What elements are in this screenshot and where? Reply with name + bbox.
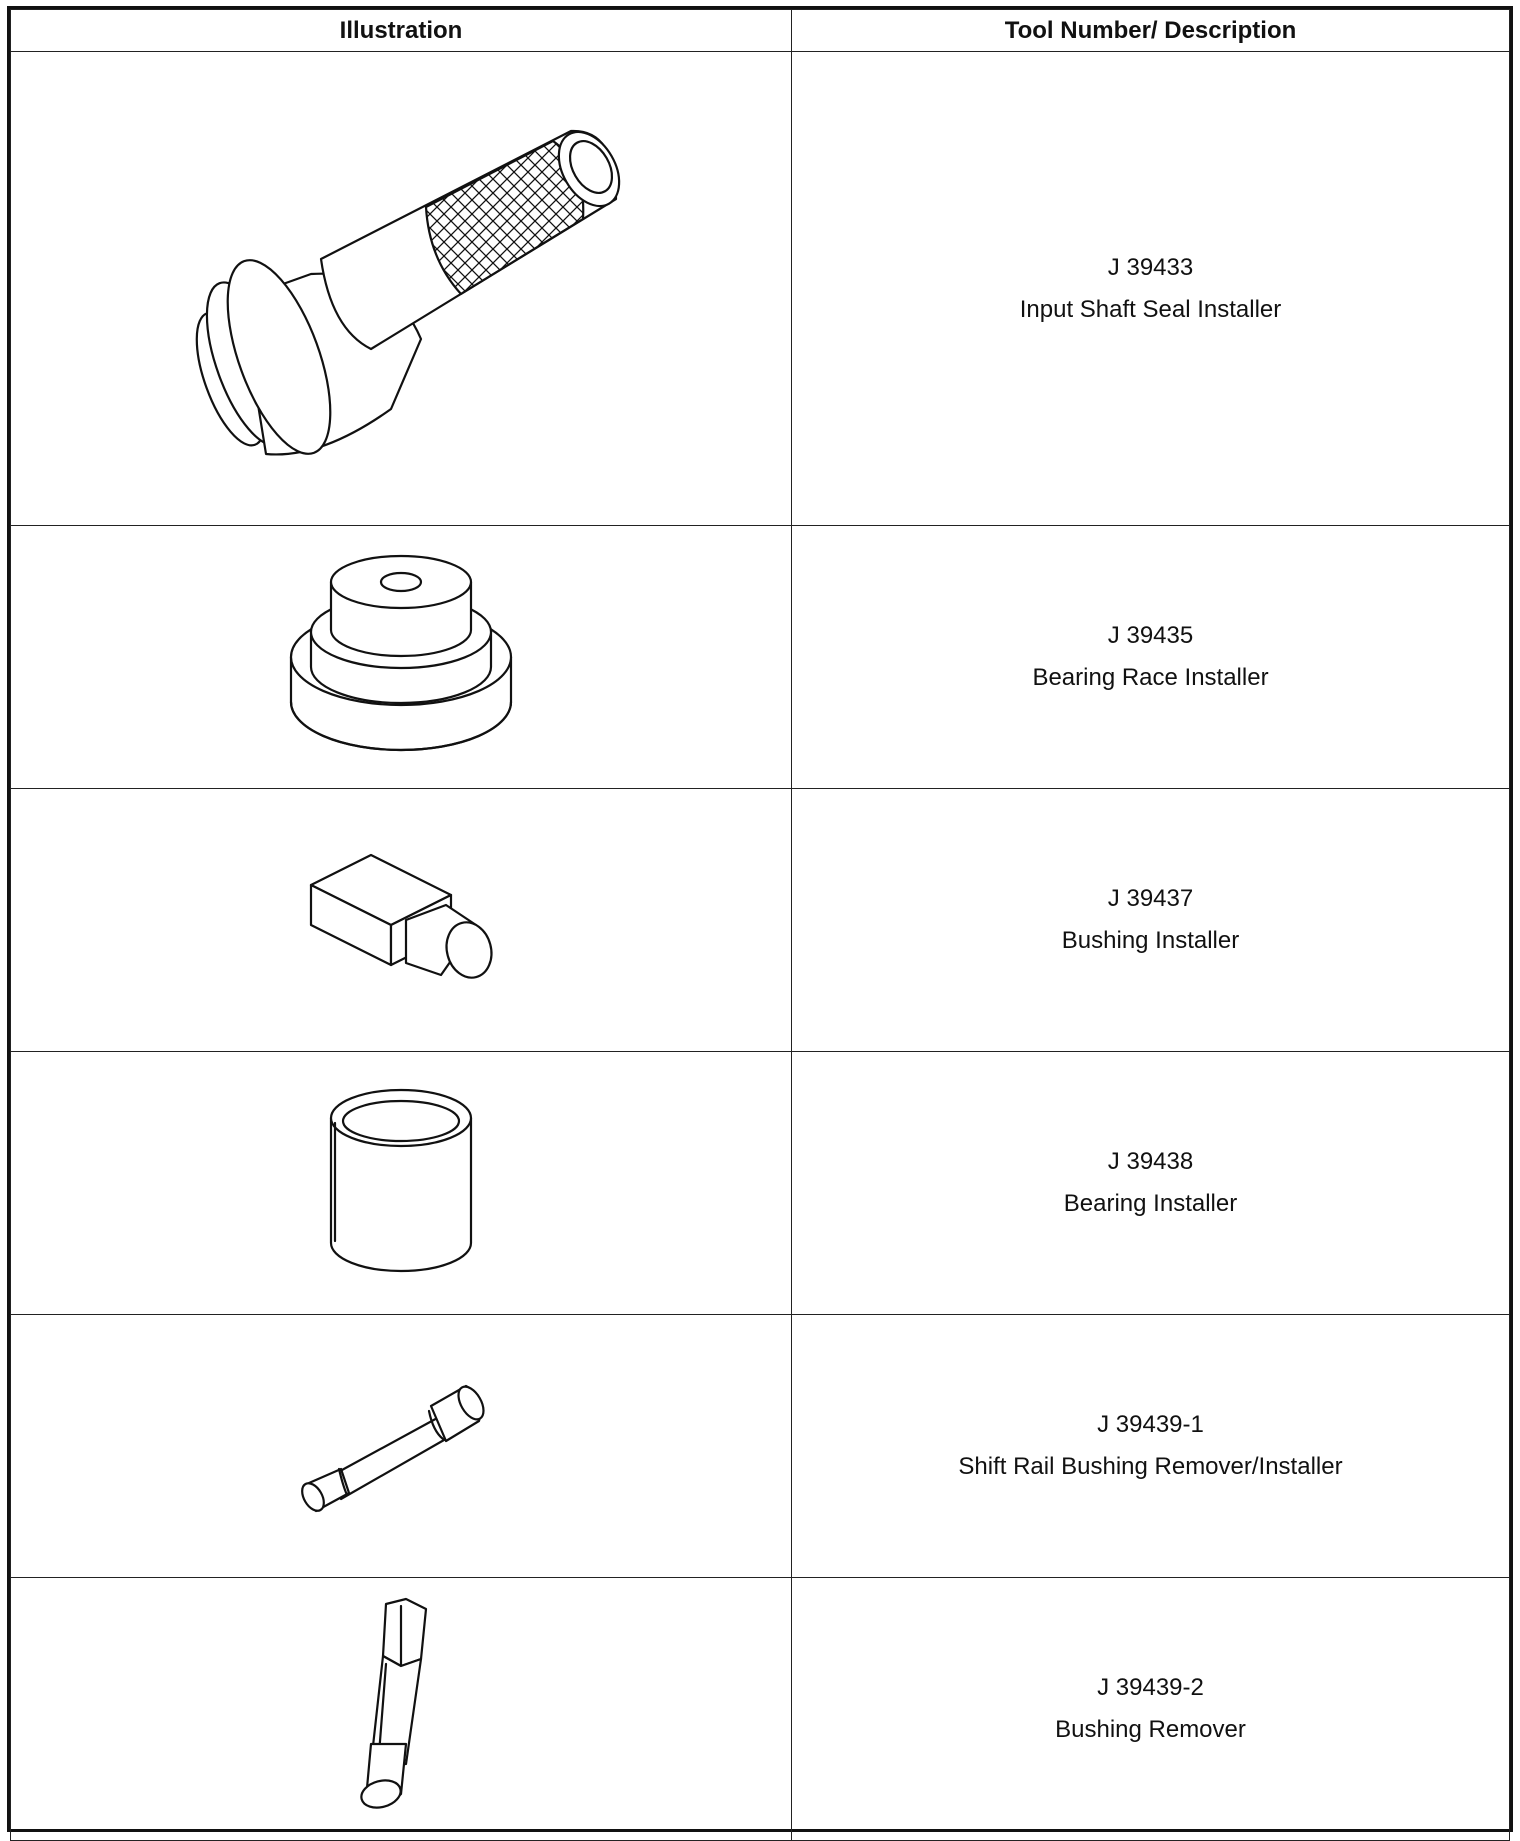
- header-illustration: Illustration: [11, 10, 792, 52]
- tool-description: Bushing Remover: [1055, 1716, 1246, 1743]
- special-tools-table-frame: [7, 6, 1513, 1832]
- tool-number: J 39437: [1107, 885, 1194, 912]
- table-row: [11, 789, 1510, 1052]
- table-row: [11, 526, 1510, 789]
- tool-description: Shift Rail Bushing Remover/Installer: [958, 1453, 1343, 1480]
- illustration-cell: [11, 526, 792, 789]
- tool-number: J 39435: [1107, 622, 1194, 649]
- tool-description: Bearing Race Installer: [1032, 664, 1269, 691]
- tool-description: Bearing Installer: [1063, 1190, 1238, 1217]
- header-row: [11, 10, 1510, 52]
- illustration-cell: [11, 52, 792, 526]
- illustration-cell: [11, 1578, 792, 1841]
- table-row: [11, 1052, 1510, 1315]
- table-row: [11, 1315, 1510, 1578]
- tool-number: J 39438: [1107, 1148, 1194, 1175]
- tool-description-cell: [792, 1052, 1510, 1315]
- tool-description-cell: [792, 52, 1510, 526]
- tool-number: J 39433: [1107, 253, 1194, 281]
- race-installer-icon: [281, 542, 521, 772]
- special-tools-table: [10, 9, 1510, 1841]
- tool-number: J 39439-2: [1097, 1674, 1204, 1701]
- bushing-remover-icon: [331, 1594, 471, 1824]
- table-row: [11, 52, 1510, 526]
- tool-description-cell: [792, 1578, 1510, 1841]
- seal-installer-icon: [171, 109, 631, 469]
- bearing-installer-icon: [321, 1083, 481, 1283]
- tool-description-cell: [792, 1315, 1510, 1578]
- tool-description: Bushing Installer: [1061, 927, 1240, 954]
- header-tool-description: Tool Number/ Description: [792, 10, 1510, 52]
- bushing-installer-icon: [301, 845, 501, 995]
- illustration-cell: [11, 1052, 792, 1315]
- shift-rail-tool-icon: [301, 1371, 501, 1521]
- tool-number: J 39439-1: [1097, 1411, 1204, 1438]
- illustration-cell: [11, 789, 792, 1052]
- table-row: [11, 1578, 1510, 1841]
- tool-description: Input Shaft Seal Installer: [1019, 295, 1282, 323]
- tool-description-cell: [792, 789, 1510, 1052]
- illustration-cell: [11, 1315, 792, 1578]
- tool-description-cell: [792, 526, 1510, 789]
